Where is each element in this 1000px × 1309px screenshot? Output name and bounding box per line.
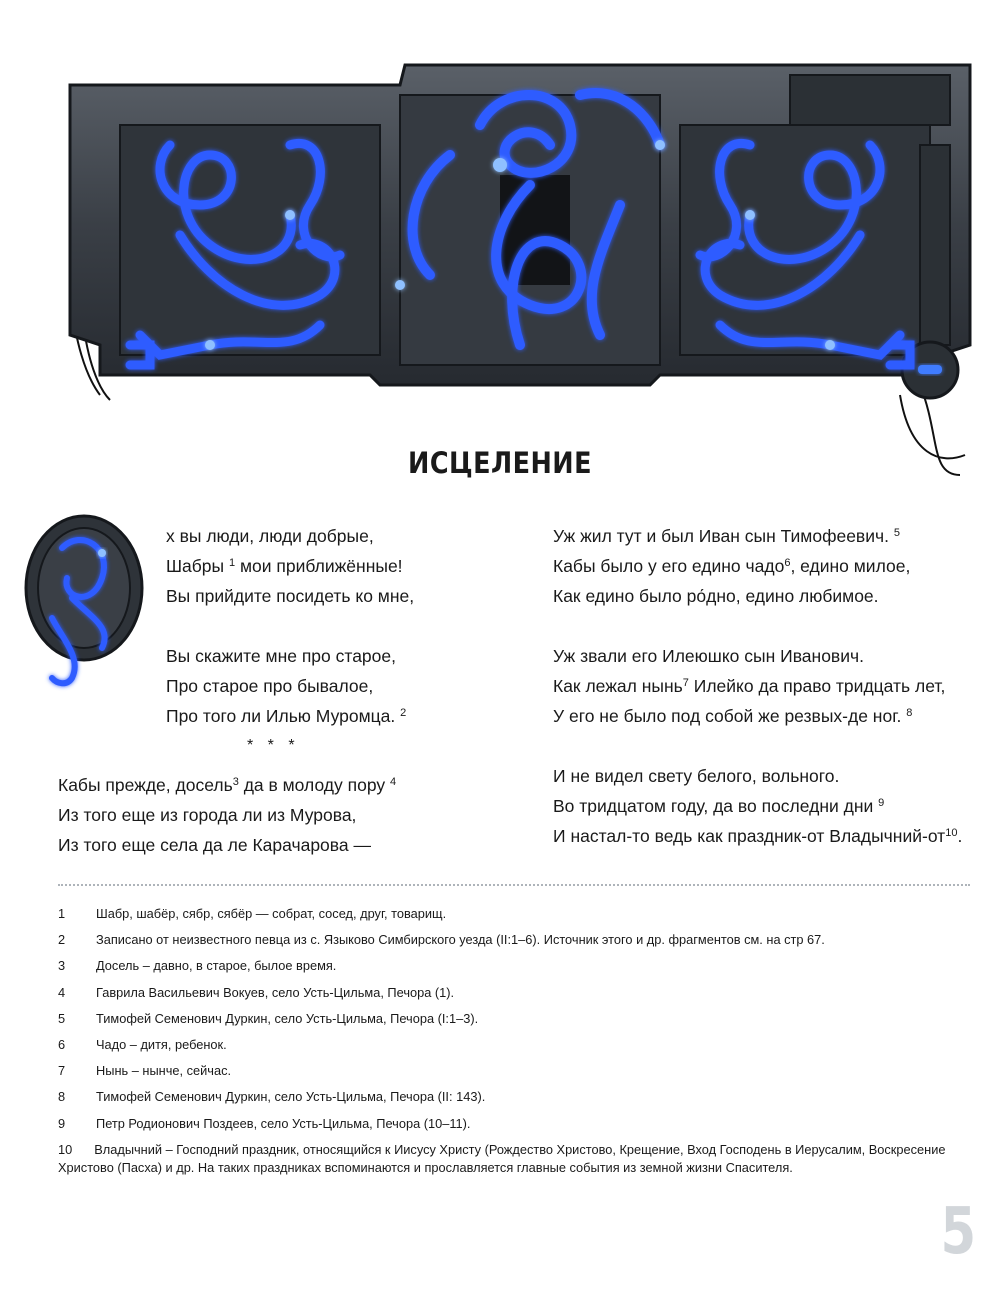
verse-line: У его не было под собой же резвых-де ног. $^8$ xyxy=(553,706,913,726)
footnote-number: 3 xyxy=(58,958,66,974)
footnote-number: 2 xyxy=(58,932,66,948)
footnote-ref[interactable]: 1 xyxy=(228,557,236,569)
verse-line: Как едино было ро́дно, едино любимое. xyxy=(553,586,879,606)
footnote-number: 10 xyxy=(58,1141,73,1157)
footnote-item xyxy=(58,957,978,975)
footnote-text: Владычний – Господний праздник, относящийся к Иисусу Христу (Рождество Христово, Крещение, Вход Господень в Иерусалим, Воскресение Христово (Пасха) и др. На таких праздниках вспоминаются и прославляется главные события из земной жизни Спасителя. xyxy=(58,1141,946,1175)
footnote-item xyxy=(58,1010,978,1028)
verse-line: Кабы было у его едино чадо$^6$, едино милое, xyxy=(553,556,911,576)
verse-line: Уж жил тут и был Иван сын Тимофеевич. $^5$ xyxy=(553,526,900,546)
page-number: 5 xyxy=(940,1195,977,1269)
footnote-item xyxy=(58,905,978,923)
verse-line: И настал-то ведь как праздник-от Владычний-$от^{10}$. xyxy=(553,826,963,846)
footnote-number: 8 xyxy=(58,1089,66,1105)
verse-line: Шабры $^1$ мои приближённые! xyxy=(166,556,403,576)
verse-line: Из того еще села да ле Карачарова — xyxy=(58,835,371,855)
footnote-text: Записано от неизвестного певца из с. Языково Симбирского уезда (II:1–6). Источник этого и др. фрагментов см. на стр 67. xyxy=(96,932,825,948)
footnote-item xyxy=(58,1062,978,1080)
verse-stanza-2 xyxy=(58,770,396,860)
banner-illustration xyxy=(60,55,980,485)
footnote-text: Тимофей Семенович Дуркин, село Усть-Цильма, Печора (II: 143). xyxy=(96,1089,486,1105)
footnote-divider xyxy=(58,884,970,886)
footnote-text: Шабр, шабёр, сябр, сябёр — собрат, сосед, друг, товарищ. xyxy=(96,906,447,921)
footnote-ref[interactable]: 5 xyxy=(893,527,900,539)
verse-stanza-1 xyxy=(166,521,414,731)
verse-line: Как лежал нынь$^7$ Илейко да право тридцать лет, xyxy=(553,676,946,696)
drop-cap-ornament xyxy=(22,508,150,692)
footnote-ref[interactable]: 8 xyxy=(906,707,913,719)
footnote-text: Нынь – нынче, сейчас. xyxy=(96,1063,232,1079)
verse-line: Вы скажите мне про старое, xyxy=(166,646,396,666)
footnote-item xyxy=(58,1141,978,1177)
footnote-ref[interactable]: 2 xyxy=(400,707,407,719)
footnote-item xyxy=(58,1036,978,1054)
footnote-number: 4 xyxy=(58,984,66,1000)
verse-right-column xyxy=(553,521,962,851)
verse-line: Про старое про бывалое, xyxy=(166,676,374,696)
verse-line: Во тридцатом году, да во последни дни $^9$ xyxy=(553,796,885,816)
verse-line: Кабы прежде, досель$^3$ да в молоду пору $^4$ xyxy=(58,775,397,795)
footnote-text: Петр Родионович Поздеев, село Усть-Цильма, Печора (10–11). xyxy=(96,1115,471,1131)
footnote-text: Досель – давно, в старое, былое время. xyxy=(96,958,337,974)
footnote-ref[interactable]: 10 xyxy=(945,827,958,839)
footnote-text: Гаврила Васильевич Вокуев, село Усть-Цильма, Печора (1). xyxy=(96,984,455,1000)
footnote-item xyxy=(58,1115,978,1133)
footnote-ref[interactable]: 4 xyxy=(389,776,397,788)
footnote-ref[interactable]: 7 xyxy=(682,677,689,689)
verse-line: Вы прийдите посидеть ко мне, xyxy=(166,586,415,606)
footnote-ref[interactable]: 3 xyxy=(232,776,239,788)
footnote-number: 6 xyxy=(58,1036,66,1052)
footnotes xyxy=(58,905,978,1185)
footnote-text: Чадо – дитя, ребенок. xyxy=(96,1036,227,1052)
footnote-ref[interactable]: 6 xyxy=(784,557,791,569)
verse-line: Про того ли Илью Муромца. $^2$ xyxy=(166,706,407,726)
footnote-item xyxy=(58,931,978,949)
section-separator: * * * xyxy=(247,737,300,754)
footnote-item xyxy=(58,1088,978,1106)
footnote-ref[interactable]: 9 xyxy=(878,797,885,809)
footnote-number: 7 xyxy=(58,1063,66,1079)
page-title: ИСЦЕЛЕНИЕ xyxy=(408,446,592,480)
verse-line: Из того еще из города ли из Мурова, xyxy=(58,805,357,825)
footnote-item xyxy=(58,984,978,1002)
footnote-number: 1 xyxy=(58,906,66,921)
footnote-text: Тимофей Семенович Дуркин, село Усть-Цильма, Печора (I:1–3). xyxy=(96,1010,479,1026)
footnote-number: 5 xyxy=(58,1010,66,1026)
footnote-number: 9 xyxy=(58,1115,66,1131)
verse-line: х вы люди, люди добрые, xyxy=(166,526,374,546)
verse-line: Уж звали его Илеюшко сын Иванович. xyxy=(553,646,864,666)
verse-line: И не видел свету белого, вольного. xyxy=(553,766,840,786)
